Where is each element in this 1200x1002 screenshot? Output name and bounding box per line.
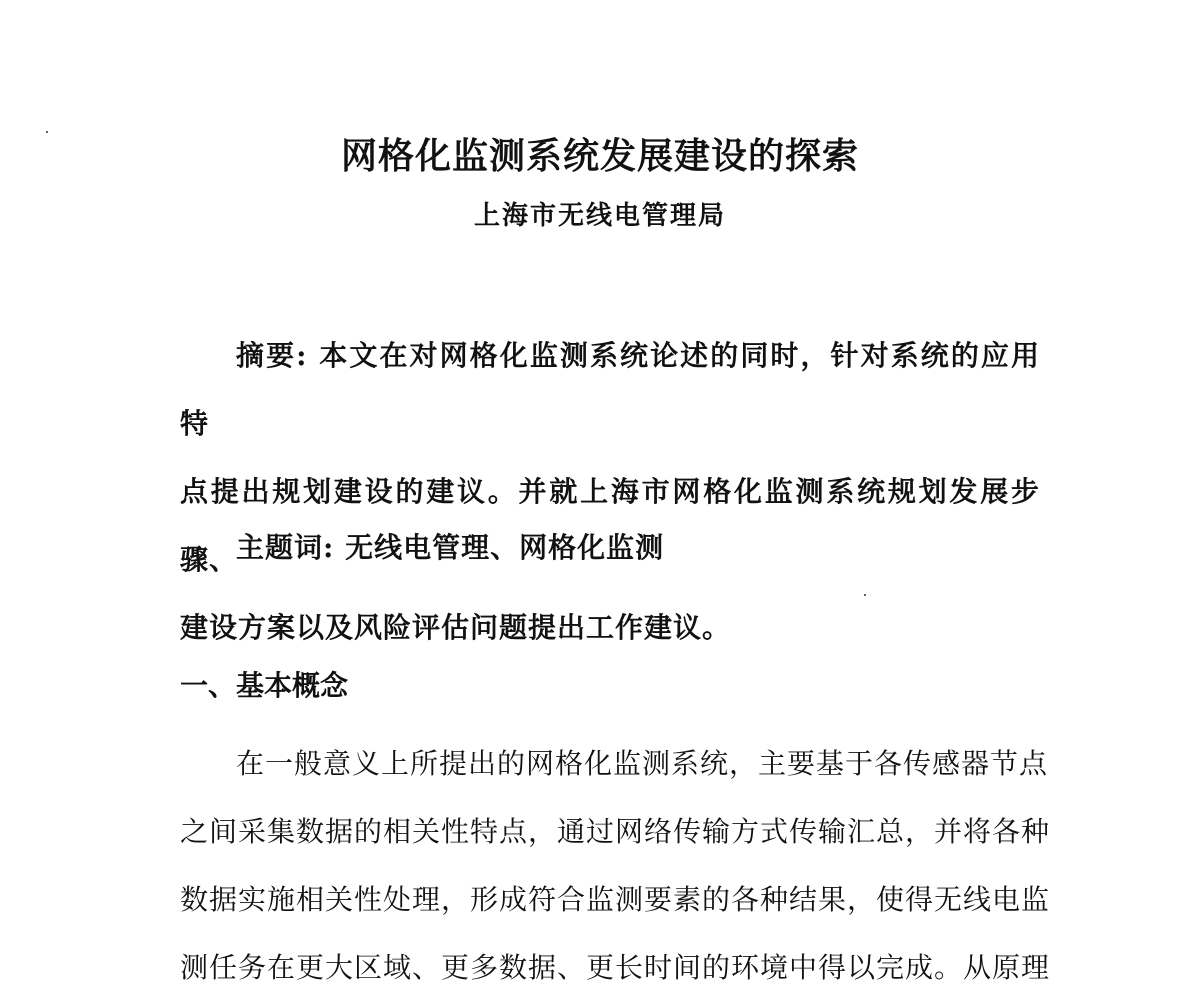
body-line: 测任务在更大区域、更多数据、更长时间的环境中得以完成。从原理 <box>180 951 1051 984</box>
section-heading: 一、基本概念 <box>180 669 349 702</box>
keywords-line: 主题词: 无线电管理、网格化监测 <box>236 531 665 564</box>
abstract-line: 摘要: 本文在对网格化监测系统论述的同时，针对系统的应用特 <box>180 339 1040 440</box>
body-line: 在一般意义上所提出的网格化监测系统，主要基于各传感器节点 <box>236 747 1049 780</box>
body-line: 之间采集数据的相关性特点，通过网络传输方式传输汇总，并将各种 <box>180 815 1051 848</box>
body-line: 数据实施相关性处理，形成符合监测要素的各种结果，使得无线电监 <box>180 883 1051 916</box>
abstract-line: 点提出规划建设的建议。并就上海市网格化监测系统规划发展步骤、 <box>180 475 1040 576</box>
abstract-line: 建设方案以及风险评估问题提出工作建议。 <box>180 611 732 644</box>
paper-title: 网格化监测系统发展建设的探索 <box>340 136 859 177</box>
abstract-paragraph <box>180 322 1040 662</box>
section-body-paragraph <box>180 730 1051 1002</box>
author-affiliation: 上海市无线电管理局 <box>473 201 726 231</box>
